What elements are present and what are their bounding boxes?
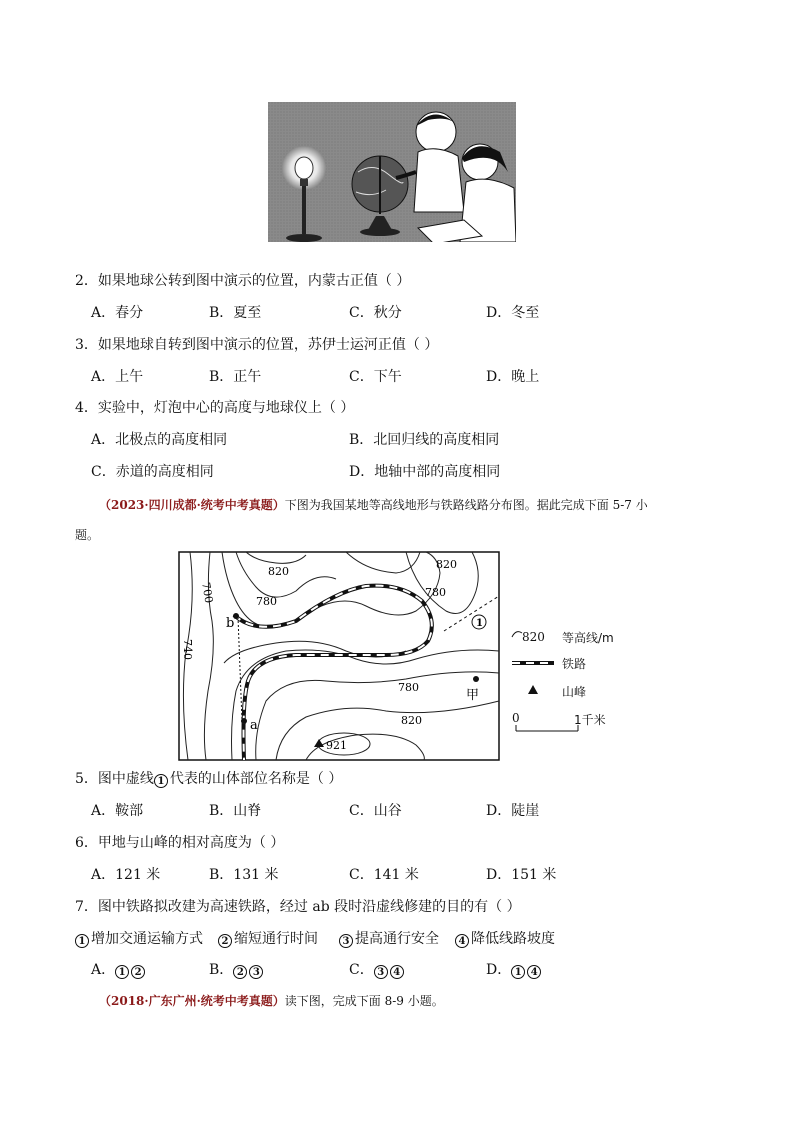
option-c: C．141 米 (349, 867, 419, 883)
contour-label: 820 (401, 714, 422, 727)
question-number: 7 (75, 899, 84, 915)
statement-2: 2 缩短通行时间 (218, 930, 318, 948)
question-text: 如果地球自转到图中演示的位置，苏伊士运河正值（ ） (97, 337, 439, 353)
point-jia-label: 甲 (466, 688, 480, 703)
contour-label: 780 (425, 586, 446, 599)
contour-label: 780 (398, 681, 419, 694)
scale-1km: 1千米 (574, 713, 606, 727)
source-note (99, 993, 444, 1009)
question-number: 2 (75, 273, 84, 289)
legend-railway-label: 铁路 (562, 657, 587, 671)
peak-elevation: 921 (326, 739, 347, 752)
option-d: D． 1 4 (486, 961, 543, 979)
option-c: C．秋分 (349, 305, 402, 321)
source-tag: （2018·广东广州·统考中考真题） (99, 994, 285, 1008)
contour-label: 700 (199, 581, 216, 605)
statement-1: 1 增加交通运输方式 (75, 930, 203, 948)
option-b: B． 2 3 (209, 961, 265, 979)
point-b-label: b (226, 616, 235, 631)
question-7: 7．图中铁路拟改建为高速铁路，经过 ab 段时沿虚线修建的目的有（ ） (75, 899, 521, 915)
option-a: A．春分 (91, 305, 144, 321)
question-text: 如果地球公转到图中演示的位置，内蒙古正值（ ） (97, 273, 411, 289)
statement-3: 3 提高通行安全 (339, 930, 439, 948)
option-d: D．晚上 (486, 369, 540, 385)
option-a: A．121 米 (91, 867, 161, 883)
contour-label: 780 (256, 595, 277, 608)
question-text: 实验中，灯泡中心的高度与地球仪上（ ） (97, 400, 355, 416)
question-number: 3 (75, 337, 84, 353)
question-5: 5．图中虚线 1 代表的山体部位名称是（ ） (75, 771, 343, 787)
source-text: 下图为我国某地等高线地形与铁路线路分布图。据此完成下面 5-7 小 (284, 498, 648, 512)
statement-4: 4 降低线路坡度 (455, 930, 555, 948)
question-text: 甲地与山峰的相对高度为（ ） (97, 835, 285, 851)
option-b: B．正午 (209, 369, 262, 385)
option-c: C． 3 4 (349, 961, 406, 979)
option-b: B．山脊 (209, 803, 262, 819)
question-2: 2．如果地球公转到图中演示的位置，内蒙古正值（ ） (75, 273, 411, 289)
option-a: A．上午 (91, 369, 144, 385)
option-a: A．鞍部 (91, 803, 144, 819)
option-a: A． 1 2 (91, 961, 147, 979)
option-d: D．陡崖 (486, 803, 540, 819)
map-legend (510, 623, 620, 733)
scale-0: 0 (512, 711, 520, 725)
option-c: C．赤道的高度相同 (91, 464, 214, 480)
option-d: D．地轴中部的高度相同 (349, 464, 501, 480)
question-text: 图中铁路拟改建为高速铁路，经过 ab 段时沿虚线修建的目的有（ ） (97, 899, 521, 915)
question-number: 5 (75, 771, 84, 787)
option-b: B．北回归线的高度相同 (349, 432, 500, 448)
point-a-label: a (250, 718, 258, 733)
legend-peak-label: 山峰 (562, 685, 587, 699)
option-b: B．131 米 (209, 867, 279, 883)
globe-experiment-illustration (268, 102, 516, 259)
legend-contour-label: 等高线/m (562, 631, 614, 645)
option-b: B．夏至 (209, 305, 262, 321)
contour-label: 740 (181, 639, 194, 660)
source-note-cont: 题。 (75, 528, 100, 542)
option-a: A．北极点的高度相同 (91, 432, 228, 448)
source-text: 读下图，完成下面 8-9 小题。 (284, 994, 444, 1008)
option-c: C．下午 (349, 369, 402, 385)
legend-contour-value: 820 (522, 630, 545, 644)
contour-label: 820 (268, 565, 289, 578)
contour-map (176, 551, 502, 762)
circled-number: 1 (154, 774, 168, 788)
dashed-line-1-label: 1 (476, 618, 483, 629)
source-note (99, 497, 648, 513)
option-d: D．冬至 (486, 305, 540, 321)
option-d: D．151 米 (486, 867, 557, 883)
option-c: C．山谷 (349, 803, 402, 819)
question-number: 4 (75, 400, 84, 416)
source-tag: （2023·四川成都·统考中考真题） (99, 498, 285, 512)
contour-label: 820 (436, 558, 457, 571)
question-3: 3．如果地球自转到图中演示的位置，苏伊士运河正值（ ） (75, 337, 439, 353)
question-number: 6 (75, 835, 84, 851)
question-4: 4．实验中，灯泡中心的高度与地球仪上（ ） (75, 400, 355, 416)
question-6: 6．甲地与山峰的相对高度为（ ） (75, 835, 285, 851)
